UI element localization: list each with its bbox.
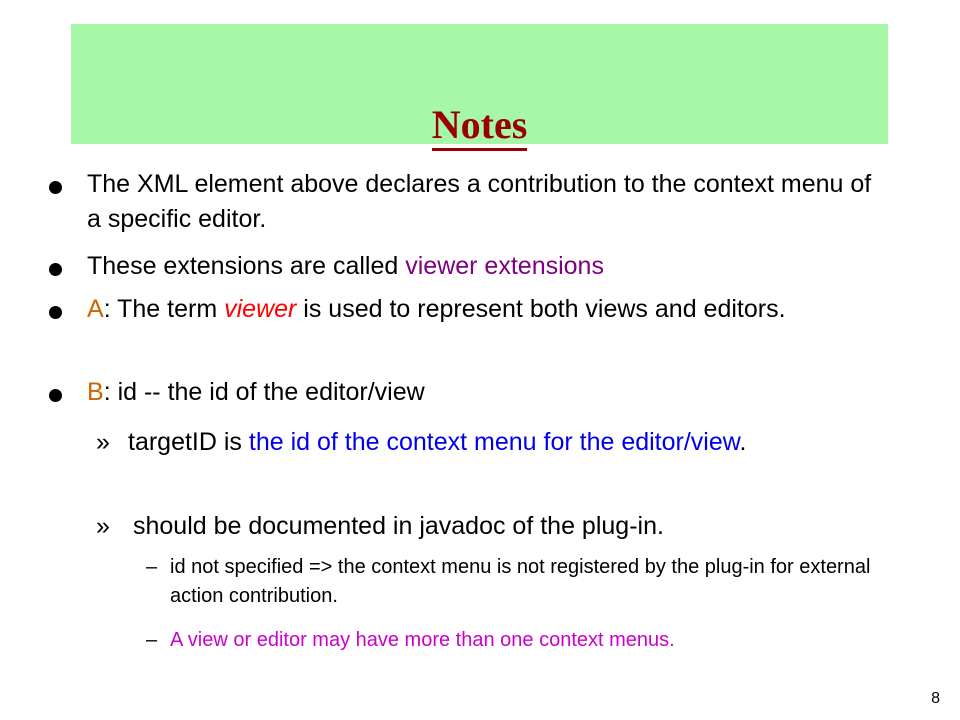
bullet-item-3: A: The term viewer is used to represent both views and editors.	[87, 295, 786, 323]
bullet-dot-4	[49, 389, 62, 402]
subsub-item-1: id not specified => the context menu is not registered by the plug-in for external action contribution.	[170, 556, 871, 607]
page-number: 8	[931, 690, 940, 707]
bullet-dot-1	[49, 181, 62, 194]
subsub-marker-2: –	[146, 629, 158, 651]
subsub-item-2: A view or editor may have more than one context menus.	[170, 629, 675, 651]
sub-marker-2: »	[96, 512, 110, 540]
title-banner	[71, 24, 888, 147]
bullet-dot-3	[49, 306, 62, 319]
bullet-dot-2	[49, 263, 62, 276]
bullet-item-2: These extensions are called viewer extensions	[87, 252, 604, 280]
viewer-term-highlight: viewer	[224, 295, 297, 323]
subsub-marker-1: –	[146, 556, 158, 578]
sub-marker-1: »	[96, 428, 110, 456]
viewer-extensions-highlight: viewer extensions	[405, 252, 604, 280]
sub-item-1: targetID is the id of the context menu for the editor/view.	[128, 428, 747, 456]
slide-title: Notes	[71, 102, 888, 148]
sub-item-2: should be documented in javadoc of the plug-in.	[133, 512, 664, 540]
bullet-item-4: B: id -- the id of the editor/view	[87, 378, 425, 406]
context-menu-id-highlight: the id of the context menu for the editor/view	[248, 428, 740, 456]
bullet-item-1: The XML element above declares a contribution to the context menu of a specific editor.	[87, 170, 872, 233]
